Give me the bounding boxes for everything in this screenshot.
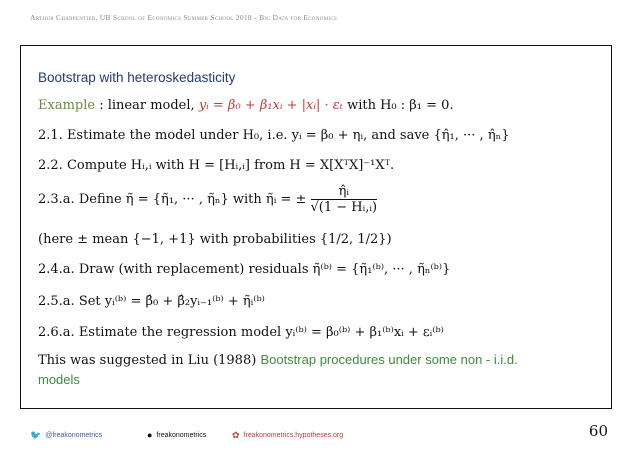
closing-line-2	[38, 372, 80, 388]
twitter-icon: 🐦	[30, 430, 42, 440]
footer-blog-label: freakonometrics.hypotheses.org	[243, 432, 344, 439]
step-2-5a: 2.5.a. Set yᵢ⁽ᵇ⁾ = β̂₀ + β̂₂yᵢ₋₁⁽ᵇ⁾ + η̃ᵢ⁽ᵇ⁾	[38, 294, 265, 309]
fraction	[311, 184, 378, 215]
paper-link-continued[interactable]: models	[38, 372, 80, 387]
step-2-3b: (here ± mean {−1, +1} with probabilities {1/2, 1/2})	[38, 232, 392, 247]
step-2-2: 2.2. Compute Hᵢ,ᵢ with H = [Hᵢ,ᵢ] from H = X[XᵀX]⁻¹Xᵀ.	[38, 158, 395, 173]
footer-twitter-label: @freakonometrics	[45, 432, 103, 439]
step-2-3a-prefix: 2.3.a. Define η̃ = {η̃₁, ··· , η̃ₙ} with η̃ᵢ = ±	[38, 192, 307, 207]
example-line	[38, 98, 454, 113]
page-number: 60	[588, 422, 608, 440]
step-2-1: 2.1. Estimate the model under H₀, i.e. yᵢ = β₀ + ηᵢ, and save {η̂₁, ··· , η̂ₙ}	[38, 128, 510, 143]
paper-link[interactable]: Bootstrap procedures under some non - i.i.d.	[260, 352, 518, 367]
footer-github-label: freakonometrics	[156, 431, 207, 439]
footer-twitter[interactable]	[30, 430, 102, 441]
hypothesis-text: with H₀ : β₁ = 0.	[347, 98, 454, 113]
example-text: : linear model,	[99, 98, 195, 113]
example-label: Example	[38, 98, 96, 113]
model-formula: yᵢ = β₀ + β₁xᵢ + |xᵢ| · εₜ	[198, 98, 343, 113]
step-2-4a: 2.4.a. Draw (with replacement) residuals η̃⁽ᵇ⁾ = {η̃₁⁽ᵇ⁾, ··· , η̃ₙ⁽ᵇ⁾}	[38, 262, 451, 277]
blog-icon: ✿	[232, 430, 240, 440]
closing-line	[38, 352, 518, 368]
step-2-6a: 2.6.a. Estimate the regression model yᵢ⁽ᵇ⁾ = β₀⁽ᵇ⁾ + β₁⁽ᵇ⁾xᵢ + εᵢ⁽ᵇ⁾	[38, 325, 444, 340]
fraction-denominator: √(1 − Hᵢ,ᵢ)	[310, 200, 378, 215]
fraction-numerator: η̂ᵢ	[311, 184, 378, 200]
step-2-3a	[38, 184, 377, 215]
slide-header: Arthur Charpentier, UB School of Economics Summer School 2018 - Big Data for Economics	[30, 13, 338, 22]
slide-title: Bootstrap with heteroskedasticity	[38, 70, 236, 85]
github-icon: ●	[147, 430, 153, 440]
footer-blog[interactable]	[232, 430, 343, 441]
closing-text: This was suggested in Liu (1988)	[38, 353, 257, 368]
footer-github[interactable]	[147, 430, 206, 440]
